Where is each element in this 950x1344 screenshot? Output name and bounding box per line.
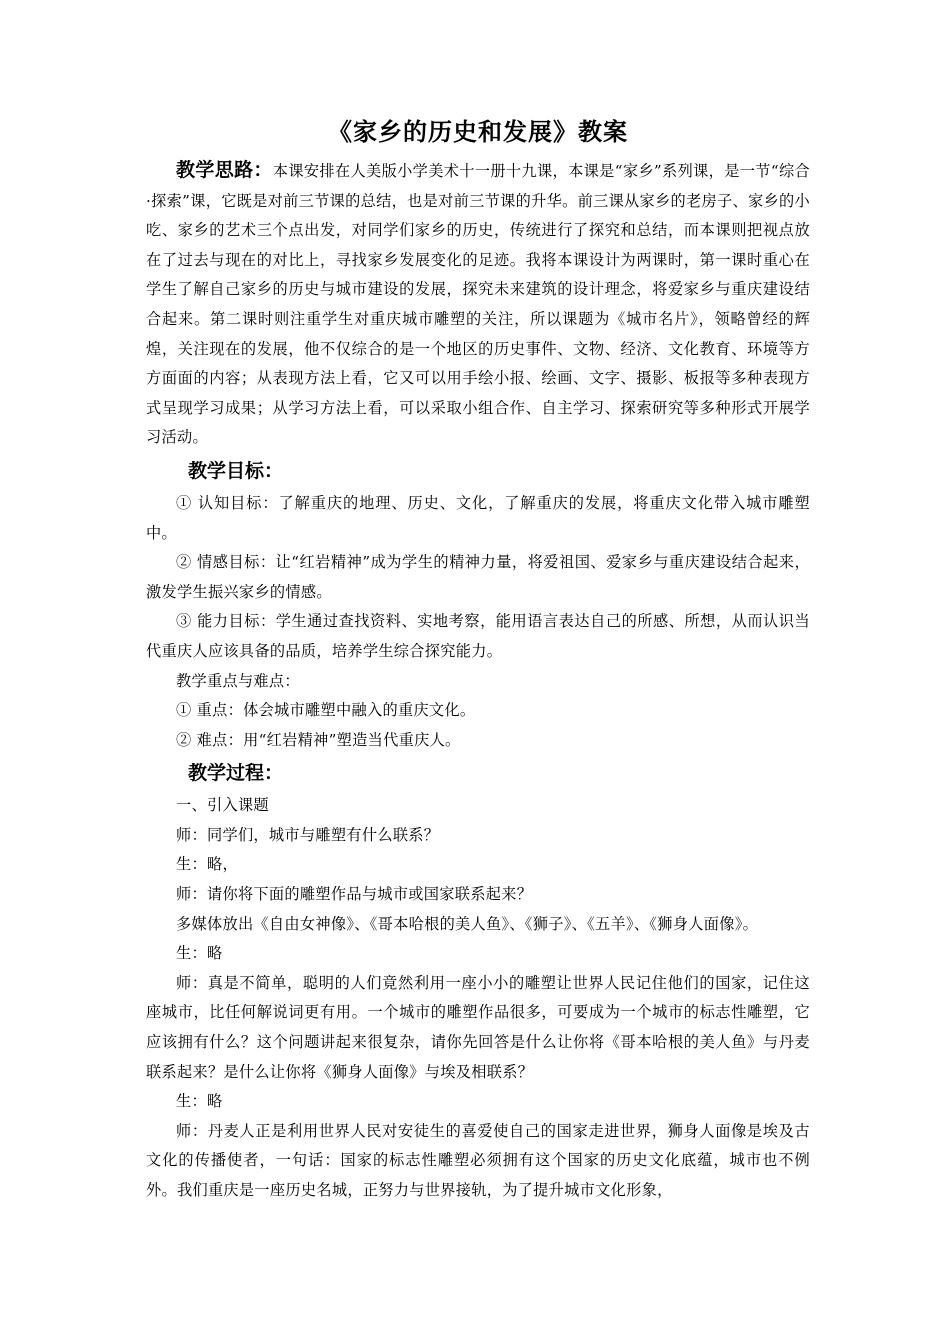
process-paragraph: 多媒体放出《自由女神像》、《哥本哈根的美人鱼》、《狮子》、《五羊》、《狮身人面像》。 [176, 914, 759, 933]
goal-emotional: ② 情感目标：让“红岩精神”成为学生的精神力量，将爱祖国、爱家乡与重庆建设结合起来，激发学生振兴家乡的情感。 [146, 553, 810, 601]
process-paragraph: 一、引入课题 [176, 796, 269, 815]
process-paragraph: 生：略 [176, 1092, 223, 1111]
process-paragraph: 生：略 [176, 944, 223, 963]
intro-text: 本课安排在人美版小学美术十一册十九课，本课是“家乡”系列课，是一节“综合·探索”课，它既是对前三节课的总结，也是对前三节课的升华。前三课从家乡的老房子、家乡的小吃、家乡的艺术三个点出发，对同学们家乡的历史，传统进行了探究和总结，而本课则把视点放在了过去与现在的对比上，寻找家乡发展变化的足迹。我将本课设计为两课时，第一课时重心在学生了解自己家乡的历史与城市建设的发展，探究未来建筑的设计理念，将爱家乡与重庆建设结合起来。第二课时则注重学生对重庆城市雕塑的关注，所以课题为《城市名片》，领略曾经的辉煌，关注现在的发展，他不仅综合的是一个地区的历史事件、文物、经济、文化教育、环境等方方面面的内容；从表现方法上看，它又可以用手绘小报、绘画、文字、摄影、板报等多种表现方式呈现学习成果；从学习方法上看，可以采取小组合作、自主学习、探索研究等多种形式开展学习活动。 [146, 162, 810, 447]
key-point-difficulty: ② 难点：用“红岩精神”塑造当代重庆人。 [176, 730, 461, 749]
intro-paragraph [146, 156, 810, 453]
key-points-label: 教学重点与难点： [176, 671, 300, 690]
process-heading: 教学过程： [188, 762, 284, 785]
goal-ability: ③ 能力目标：学生通过查找资料、实地考察，能用语言表达自己的所感、所想，从而认识当代重庆人应该具备的品质，培养学生综合探究能力。 [146, 612, 810, 660]
process-paragraph: 师：丹麦人正是利用世界人民对安徒生的喜爱使自己的国家走进世界，狮身人面像是埃及古文化的传播使者，一句话：国家的标志性雕塑必须拥有这个国家的历史文化底蕴，城市也不例外。我们重庆是一座历史名城，正努力与世界接轨，为了提升城市文化形象， [146, 1121, 810, 1199]
process-paragraph: 师：同学们，城市与雕塑有什么联系？ [176, 825, 440, 844]
process-paragraph: 生：略， [176, 855, 238, 874]
document-page [146, 112, 810, 1206]
goal-cognitive: ① 认知目标：了解重庆的地理、历史、文化，了解重庆的发展，将重庆文化带入城市雕塑中。 [146, 493, 810, 542]
goals-heading: 教学目标： [188, 459, 284, 482]
process-paragraph: 师：真是不简单，聪明的人们竟然利用一座小小的雕塑让世界人民记住他们的国家，记住这座城市，比任何解说词更有用。一个城市的雕塑作品很多，可要成为一个城市的标志性雕塑，它应该拥有什么？这个问题讲起来很复杂，请你先回答是什么让你将《哥本哈根的美人鱼》与丹麦联系起来？是什么让你将《狮身人面像》与埃及相联系？ [146, 973, 810, 1081]
key-point-focus: ① 重点：体会城市雕塑中融入的重庆文化。 [176, 701, 476, 720]
document-title: 《家乡的历史和发展》教案 [328, 118, 628, 146]
intro-label: 教学思路： [176, 159, 273, 181]
process-paragraph: 师：请你将下面的雕塑作品与城市或国家联系起来？ [176, 885, 533, 904]
